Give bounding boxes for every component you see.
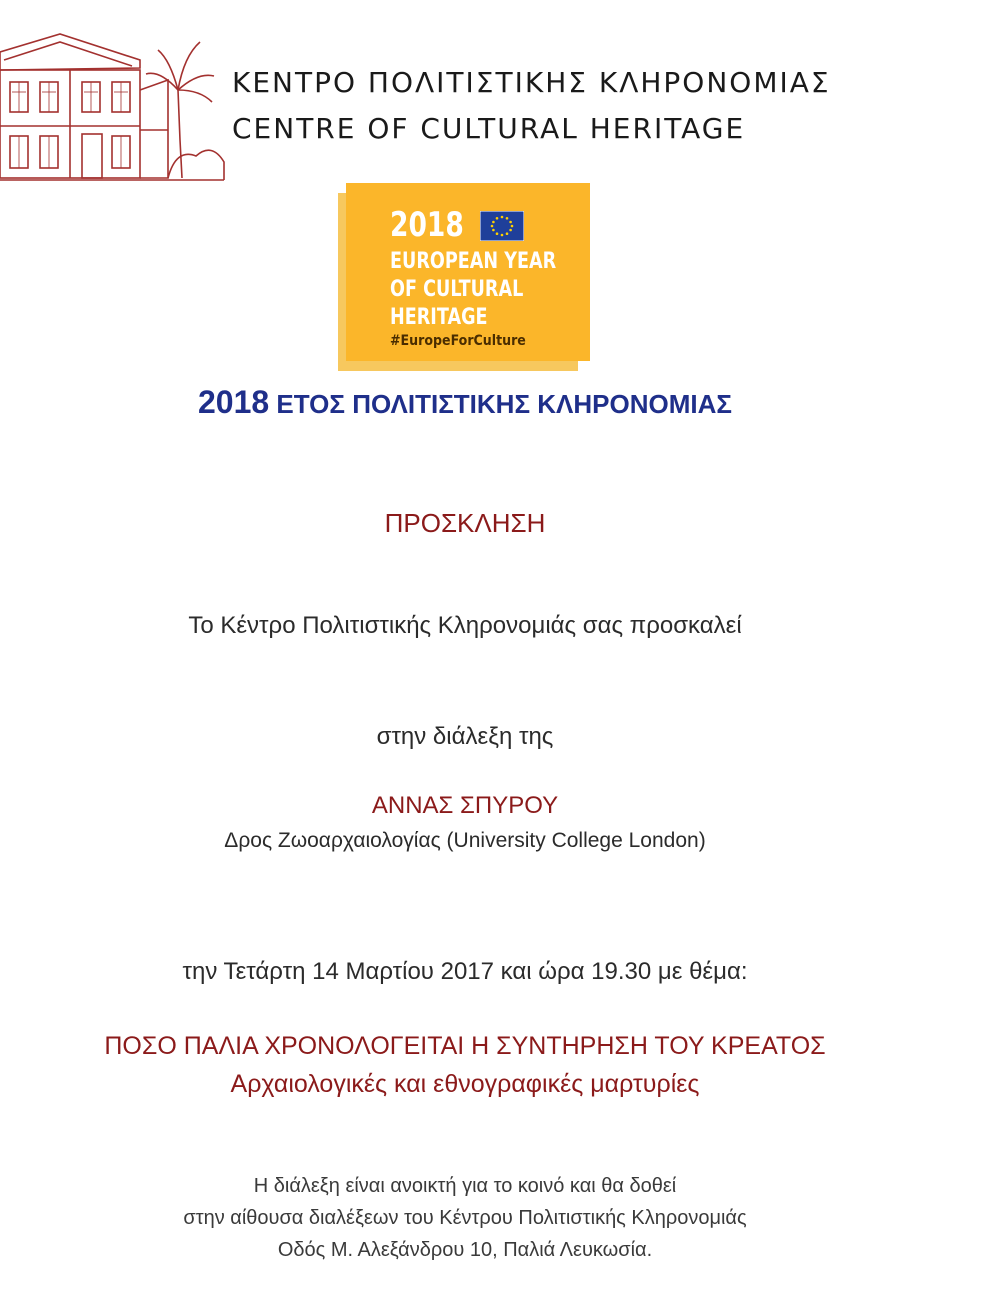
header (0, 0, 990, 190)
invitation-heading: ΠΡΟΣΚΛΗΣΗ (384, 508, 546, 538)
logo-line-1: EUROPEAN YEAR (390, 249, 557, 274)
event-datetime: την Τετάρτη 14 Μαρτίου 2017 και ώρα 19.30 με θέμα: (182, 958, 748, 985)
topic-subtitle: Αρχαιολογικές και εθνογραφικές μαρτυρίες (230, 1070, 700, 1098)
logo-line-3: HERITAGE (390, 305, 488, 330)
year-title-number: 2018 (198, 384, 270, 420)
year-title-text: ΕΤΟΣ ΠΟΛΙΤΙΣΤΙΚΗΣ ΚΛΗΡΟΝΟΜΙΑΣ (269, 389, 732, 419)
footer-line-1: Η διάλεξη είναι ανοικτή για το κοινό και θα δοθεί (253, 1175, 677, 1197)
heritage-building-icon (0, 30, 225, 185)
speaker-affiliation: Δρος Ζωοαρχαιολογίας (University College London) (224, 829, 706, 852)
org-name-english: CENTRE OF CULTURAL HERITAGE (232, 112, 746, 145)
european-year-logo (338, 183, 590, 371)
footer-line-3: Οδός Μ. Αλεξάνδρου 10, Παλιά Λευκωσία. (277, 1239, 653, 1261)
lecture-of: στην διάλεξη της (376, 723, 554, 750)
topic-title: ΠΟΣΟ ΠΑΛΙΑ ΧΡΟΝΟΛΟΓΕΙΤΑΙ Η ΣΥΝΤΗΡΗΣΗ ΤΟΥ ΚΡΕΑΤΟΣ (104, 1032, 826, 1060)
speaker-name: ΑΝΝΑΣ ΣΠΥΡΟΥ (371, 792, 559, 819)
org-name-greek: ΚΕΝΤΡΟ ΠΟΛΙΤΙΣΤΙΚΗΣ ΚΛΗΡΟΝΟΜΙΑΣ (232, 66, 831, 99)
eu-flag-icon (480, 211, 524, 241)
logo-hashtag: #EuropeForCulture (390, 333, 526, 349)
logo-line-2: OF CULTURAL (390, 277, 524, 302)
logo-year: 2018 (390, 205, 464, 245)
year-title (0, 384, 930, 421)
footer-line-2: στην αίθουσα διαλέξεων του Κέντρου Πολιτιστικής Κληρονομιάς (183, 1207, 747, 1229)
logo-front-panel (346, 183, 590, 361)
invitation-intro: Το Κέντρο Πολιτιστικής Κληρονομιάς σας προσκαλεί (188, 612, 742, 639)
